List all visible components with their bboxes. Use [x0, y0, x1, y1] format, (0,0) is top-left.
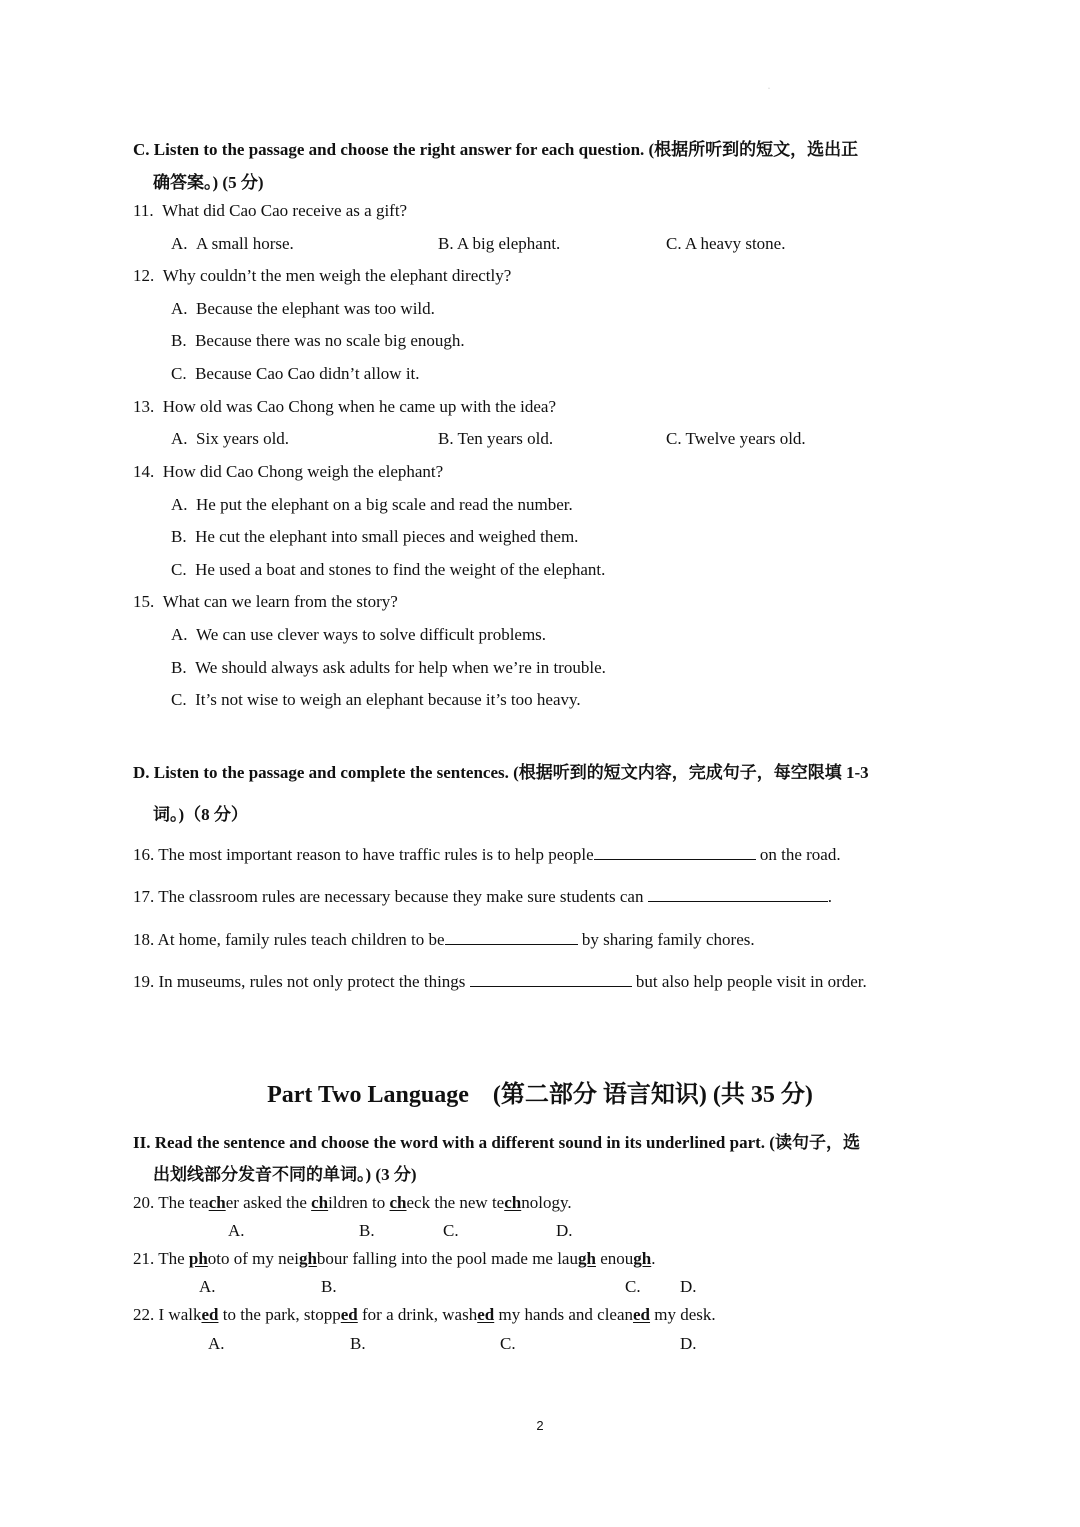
q12-option-b[interactable]: B. Because there was no scale big enough. [171, 331, 465, 350]
underlined-part: ph [188, 1249, 208, 1268]
sentence-16: 16. The most important reason to have traffic rules is to help people on the road. [133, 845, 841, 864]
question-14 [133, 462, 443, 482]
question-20: 20. The teacher asked the children to check the new technology. [133, 1193, 572, 1212]
question-13 [133, 397, 556, 417]
question-text: How did Cao Chong weigh the elephant? [162, 462, 444, 481]
underlined-part: ch [504, 1193, 522, 1212]
q20-option-d[interactable]: D. [556, 1221, 573, 1240]
q21-option-d[interactable]: D. [680, 1277, 697, 1296]
section-d-heading: D. Listen to the passage and complete the sentences. (根据听到的短文内容，完成句子，每空限填 1-3 [133, 763, 869, 782]
section-ii-heading-cont: 出划线部分发音不同的单词。) (3 分) [153, 1165, 417, 1184]
q12-option-c[interactable]: C. Because Cao Cao didn’t allow it. [171, 364, 420, 383]
question-15 [133, 592, 398, 612]
q11-option-c[interactable]: C. A heavy stone. [666, 234, 786, 253]
answer-blank[interactable] [445, 928, 578, 945]
underlined-part: ed [633, 1305, 651, 1324]
question-number: 14. [133, 462, 155, 481]
question-11 [133, 201, 407, 221]
q21-option-a[interactable]: A. [199, 1277, 216, 1296]
question-22: 22. I walked to the park, stopped for a drink, washed my hands and cleaned my desk. [133, 1305, 716, 1324]
sentence-18: 18. At home, family rules teach children to be by sharing family chores. [133, 930, 755, 949]
question-number: 15. [133, 592, 155, 611]
q13-option-b[interactable]: B. Ten years old. [438, 429, 554, 448]
q21-option-b[interactable]: B. [321, 1277, 337, 1296]
section-d-heading-cont: 词。)（8 分） [153, 805, 248, 824]
underlined-part: ed [340, 1305, 358, 1324]
underlined-part: gh [577, 1249, 596, 1268]
section-c-heading-cont: 确答案。) (5 分) [153, 173, 264, 192]
question-12 [133, 266, 511, 286]
q15-option-a[interactable]: A. We can use clever ways to solve difficult problems. [171, 625, 547, 644]
q20-option-b[interactable]: B. [359, 1221, 375, 1240]
q22-option-c[interactable]: C. [500, 1334, 516, 1353]
q14-option-a[interactable]: A. He put the elephant on a big scale and read the number. [171, 495, 573, 514]
page-number: 2 [536, 1418, 544, 1433]
question-number: 12. [133, 266, 155, 285]
q22-option-a[interactable]: A. [208, 1334, 225, 1353]
q22-option-b[interactable]: B. [350, 1334, 366, 1353]
underlined-part: gh [633, 1249, 652, 1268]
question-21: 21. The photo of my neighbour falling into the pool made me laugh enough. [133, 1249, 656, 1268]
q14-option-b[interactable]: B. He cut the elephant into small pieces and weighed them. [171, 527, 579, 546]
q12-option-a[interactable]: A. Because the elephant was too wild. [171, 299, 435, 318]
answer-blank[interactable] [470, 970, 632, 987]
q14-option-c[interactable]: C. He used a boat and stones to find the weight of the elephant. [171, 560, 606, 579]
corner-mark: · [768, 86, 770, 92]
q13-option-c[interactable]: C. Twelve years old. [666, 429, 806, 448]
answer-blank[interactable] [648, 885, 828, 902]
underlined-part: ed [201, 1305, 219, 1324]
underlined-part: ch [208, 1193, 226, 1212]
question-text: How old was Cao Chong when he came up with the idea? [162, 397, 557, 416]
underlined-part: ed [477, 1305, 495, 1324]
q15-option-b[interactable]: B. We should always ask adults for help when we’re in trouble. [171, 658, 606, 677]
question-text: Why couldn’t the men weigh the elephant directly? [162, 266, 512, 285]
underlined-part: ch [389, 1193, 407, 1212]
section-ii-heading: II. Read the sentence and choose the word with a different sound in its underlined part. (读句子，选 [133, 1133, 860, 1152]
question-text: What can we learn from the story? [162, 592, 398, 611]
question-text: What did Cao Cao receive as a gift? [162, 201, 408, 220]
q15-option-c[interactable]: C. It’s not wise to weigh an elephant because it’s too heavy. [171, 690, 581, 709]
underlined-part: gh [298, 1249, 317, 1268]
section-c-heading: C. Listen to the passage and choose the right answer for each question. (根据所听到的短文，选出正 [133, 140, 859, 159]
answer-blank[interactable] [594, 843, 756, 860]
q11-option-a[interactable]: A. A small horse. [171, 234, 294, 253]
underlined-part: ch [311, 1193, 329, 1212]
question-number: 13. [133, 397, 155, 416]
q13-option-a[interactable]: A. Six years old. [171, 429, 290, 448]
q21-option-c[interactable]: C. [625, 1277, 641, 1296]
question-number: 11. [133, 201, 154, 220]
sentence-19: 19. In museums, rules not only protect the things but also help people visit in order. [133, 972, 867, 991]
part-two-title: Part Two Language (第二部分 语言知识) (共 35 分) [267, 1082, 813, 1108]
q22-option-d[interactable]: D. [680, 1334, 697, 1353]
q20-option-c[interactable]: C. [443, 1221, 459, 1240]
q20-option-a[interactable]: A. [228, 1221, 245, 1240]
q11-option-b[interactable]: B. A big elephant. [438, 234, 561, 253]
sentence-17: 17. The classroom rules are necessary because they make sure students can . [133, 887, 832, 906]
